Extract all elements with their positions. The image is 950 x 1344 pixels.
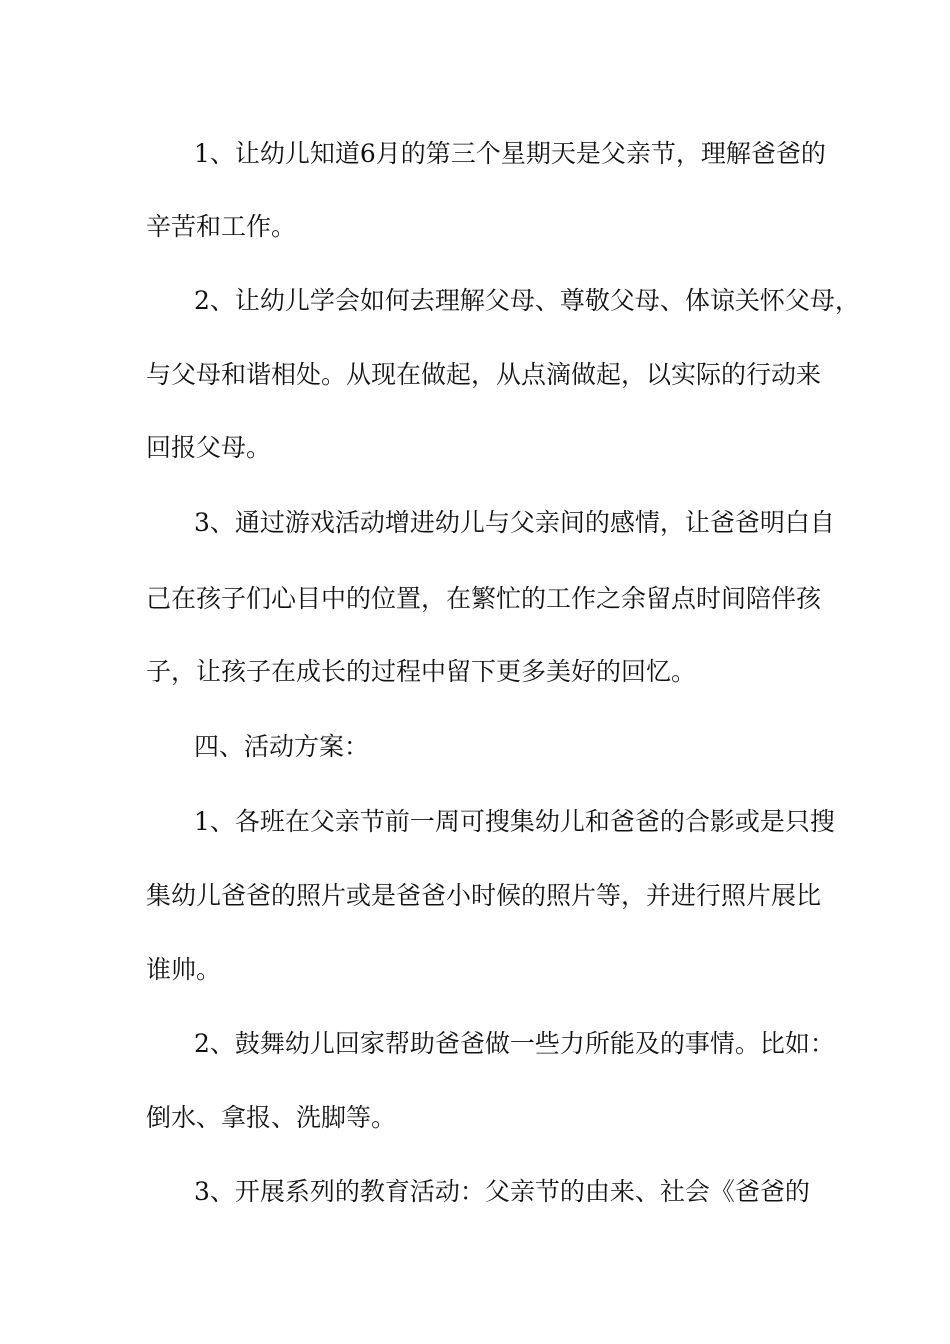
paragraph-line-2: 辛苦和工作。 (146, 212, 297, 241)
paragraph-line-15: 3、开展系列的教育活动：父亲节的由来、社会《爸爸的 (194, 1177, 810, 1206)
paragraph-line-14: 倒水、拿报、洗脚等。 (146, 1103, 397, 1132)
paragraph-line-1: 1、让幼儿知道6月的第三个星期天是父亲节，理解爸爸的 (194, 139, 826, 168)
paragraph-line-6: 3、通过游戏活动增进幼儿与父亲间的感情，让爸爸明白自 (194, 508, 835, 537)
paragraph-line-11: 集幼儿爸爸的照片或是爸爸小时候的照片等，并进行照片展比 (146, 881, 822, 910)
paragraph-line-4: 与父母和谐相处。从现在做起，从点滴做起，以实际的行动来 (146, 360, 822, 389)
paragraph-line-13: 2、鼓舞幼儿回家帮助爸爸做一些力所能及的事情。比如： (194, 1029, 835, 1058)
paragraph-line-12: 谁帅。 (146, 955, 222, 984)
paragraph-line-8: 子，让孩子在成长的过程中留下更多美好的回忆。 (146, 657, 697, 686)
paragraph-line-7: 己在孩子们心目中的位置，在繁忙的工作之余留点时间陪伴孩 (146, 584, 822, 613)
paragraph-line-10: 1、各班在父亲节前一周可搜集幼儿和爸爸的合影或是只搜 (194, 807, 835, 836)
paragraph-line-3: 2、让幼儿学会如何去理解父母、尊敬父母、体谅关怀父母， (194, 286, 860, 315)
paragraph-line-5: 回报父母。 (146, 433, 272, 462)
section-heading: 四、活动方案： (194, 732, 370, 761)
